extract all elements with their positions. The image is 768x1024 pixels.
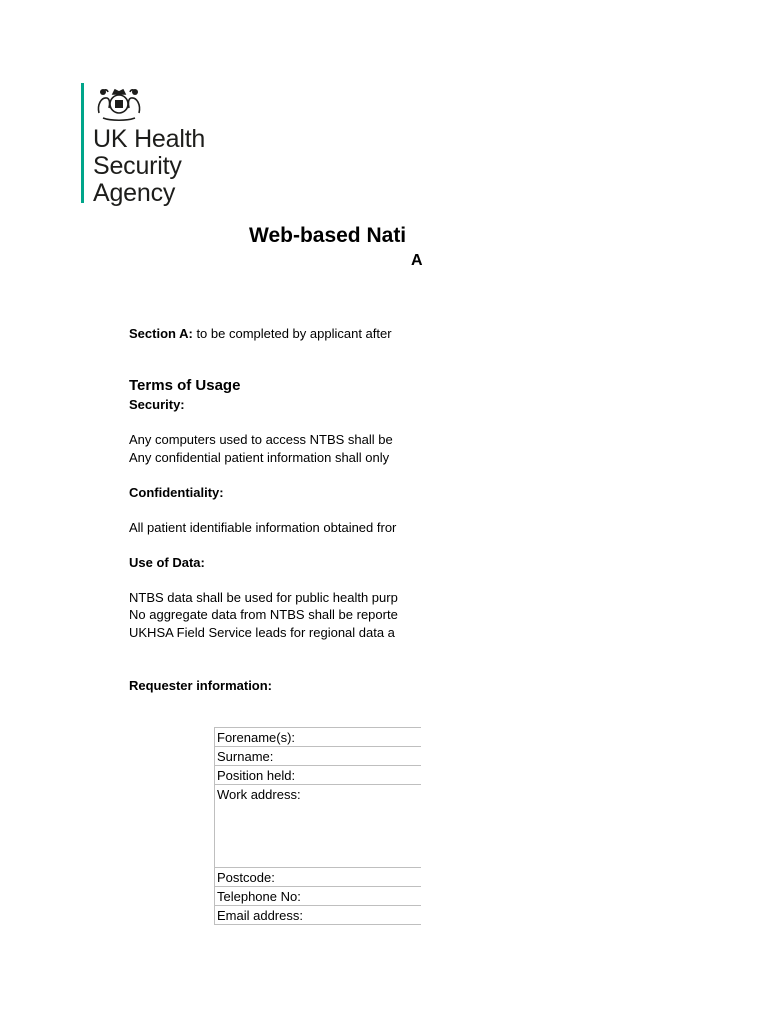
- requester-label: Requester information:: [129, 678, 273, 693]
- requester-form-table: [214, 727, 421, 925]
- logo-accent-bar: [81, 83, 84, 203]
- form-row[interactable]: [215, 868, 422, 887]
- surname-label: Surname:: [215, 747, 422, 766]
- position-held-label: Position held:: [215, 766, 422, 785]
- document-subtitle: A: [411, 252, 423, 269]
- section-a-text: to be completed by applicant after: [196, 326, 392, 341]
- security-text-2: Any confidential patient information shall only: [129, 450, 390, 465]
- email-label: Email address:: [215, 906, 422, 925]
- use-of-data-text-1: NTBS data shall be used for public health purp: [129, 590, 398, 605]
- form-row[interactable]: [215, 785, 422, 868]
- security-label: Security:: [129, 397, 185, 412]
- royal-crest-icon: [93, 83, 145, 123]
- telephone-label: Telephone No:: [215, 887, 422, 906]
- use-of-data-text-3: UKHSA Field Service leads for regional data a: [129, 625, 395, 640]
- section-a-label: Section A:: [129, 326, 193, 341]
- form-row[interactable]: [215, 906, 422, 925]
- form-row[interactable]: [215, 766, 422, 785]
- work-address-label: Work address:: [215, 785, 422, 868]
- terms-heading: Terms of Usage: [129, 377, 241, 394]
- postcode-label: Postcode:: [215, 868, 422, 887]
- forename-label: Forename(s):: [215, 728, 422, 747]
- use-of-data-text-2: No aggregate data from NTBS shall be reporte: [129, 607, 398, 622]
- use-of-data-label: Use of Data:: [129, 555, 205, 570]
- document-title: Web-based Nati: [249, 224, 407, 247]
- logo-line-1: UK Health: [93, 125, 206, 153]
- section-a-line: [129, 326, 392, 341]
- confidentiality-label: Confidentiality:: [129, 485, 224, 500]
- form-row[interactable]: [215, 728, 422, 747]
- form-row[interactable]: [215, 747, 422, 766]
- logo-line-2: Security: [93, 152, 182, 180]
- confidentiality-text-1: All patient identifiable information obtained fror: [129, 520, 397, 535]
- form-row[interactable]: [215, 887, 422, 906]
- logo-line-3: Agency: [93, 179, 176, 207]
- security-text-1: Any computers used to access NTBS shall be: [129, 432, 393, 447]
